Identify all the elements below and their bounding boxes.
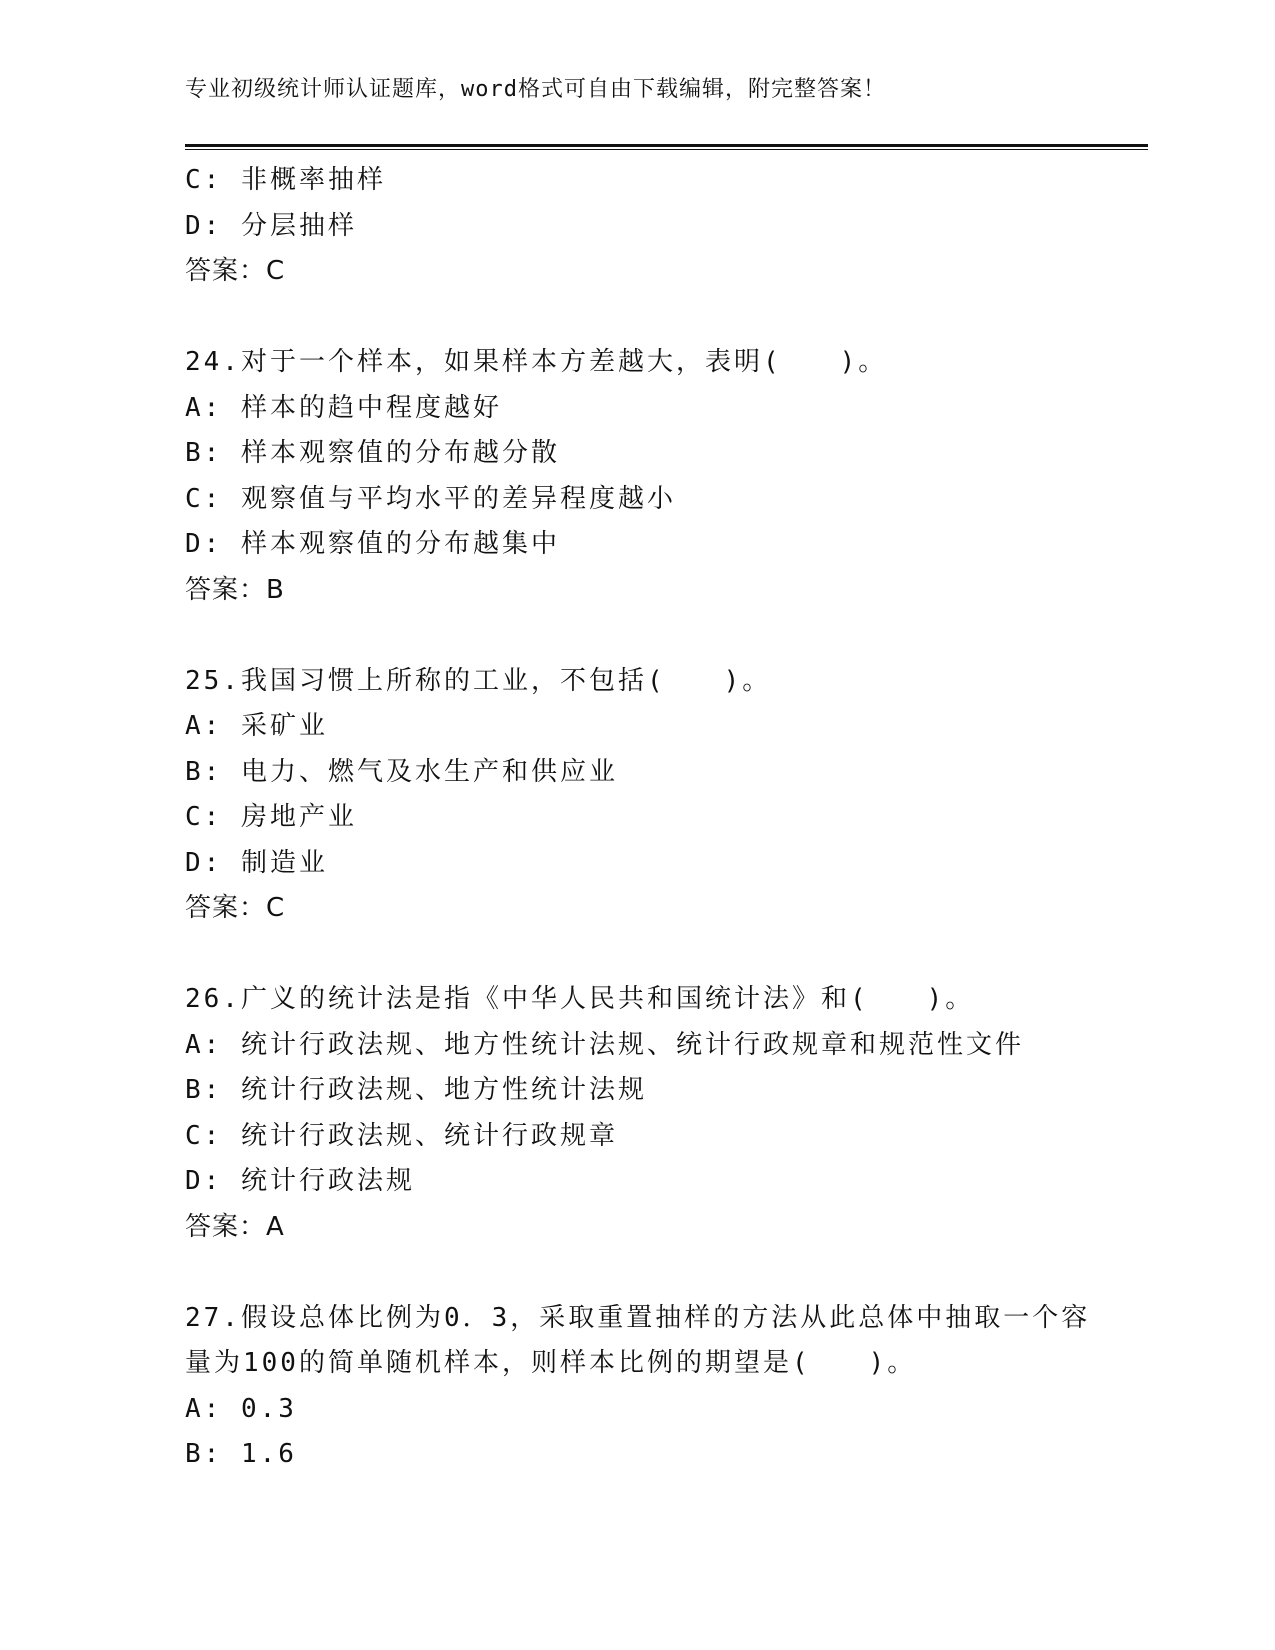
spacer <box>185 295 1148 341</box>
question-stem: 25.我国习惯上所称的工业，不包括( )。 <box>185 665 772 696</box>
document-header: 专业初级统计师认证题库，word格式可自由下载编辑，附完整答案！ <box>185 77 886 102</box>
option-d: D: 统计行政法规 <box>185 1166 415 1196</box>
option-c: C: 统计行政法规、统计行政规章 <box>185 1120 618 1151</box>
question-stem: 26.广义的统计法是指《中华人民共和国统计法》和( )。 <box>185 984 975 1014</box>
header-rule-thin <box>185 149 1148 150</box>
option-c: C: 观察值与平均水平的差异程度越小 <box>185 483 676 514</box>
spacer <box>185 613 1148 659</box>
option-a: A: 统计行政法规、地方性统计法规、统计行政规章和规范性文件 <box>185 1029 1024 1060</box>
question-stem-line-1: 27.假设总体比例为0．3，采取重置抽样的方法从此总体中抽取一个容 <box>185 1302 1091 1333</box>
answer-line: 答案：C <box>185 256 286 286</box>
option-b: B: 统计行政法规、地方性统计法规 <box>185 1075 647 1105</box>
header-rule-thick <box>185 144 1148 147</box>
question-stem: 24.对于一个样本，如果样本方差越大，表明( )。 <box>185 347 888 377</box>
option-d: D: 制造业 <box>185 847 328 878</box>
spacer <box>185 932 1148 978</box>
answer-line: 答案：C <box>185 893 286 923</box>
spacer <box>185 1250 1148 1296</box>
option-c: C: 房地产业 <box>185 802 357 832</box>
answer-line: 答案：B <box>185 574 285 605</box>
question-list <box>185 158 1148 1478</box>
option-a: A: 样本的趋中程度越好 <box>185 392 502 423</box>
option-d: D: 分层抽样 <box>185 210 357 241</box>
answer-line: 答案：A <box>185 1211 285 1242</box>
option-b: B: 电力、燃气及水生产和供应业 <box>185 756 618 787</box>
option-d: D: 样本观察值的分布越集中 <box>185 529 560 559</box>
option-a: A: 采矿业 <box>185 711 328 741</box>
option-b: B: 样本观察值的分布越分散 <box>185 438 560 468</box>
option-a: A: 0.3 <box>185 1393 297 1424</box>
option-c: C: 非概率抽样 <box>185 165 386 195</box>
question-stem-line-2: 量为100的简单随机样本，则样本比例的期望是( )。 <box>185 1348 917 1378</box>
option-b: B: 1.6 <box>185 1439 297 1469</box>
